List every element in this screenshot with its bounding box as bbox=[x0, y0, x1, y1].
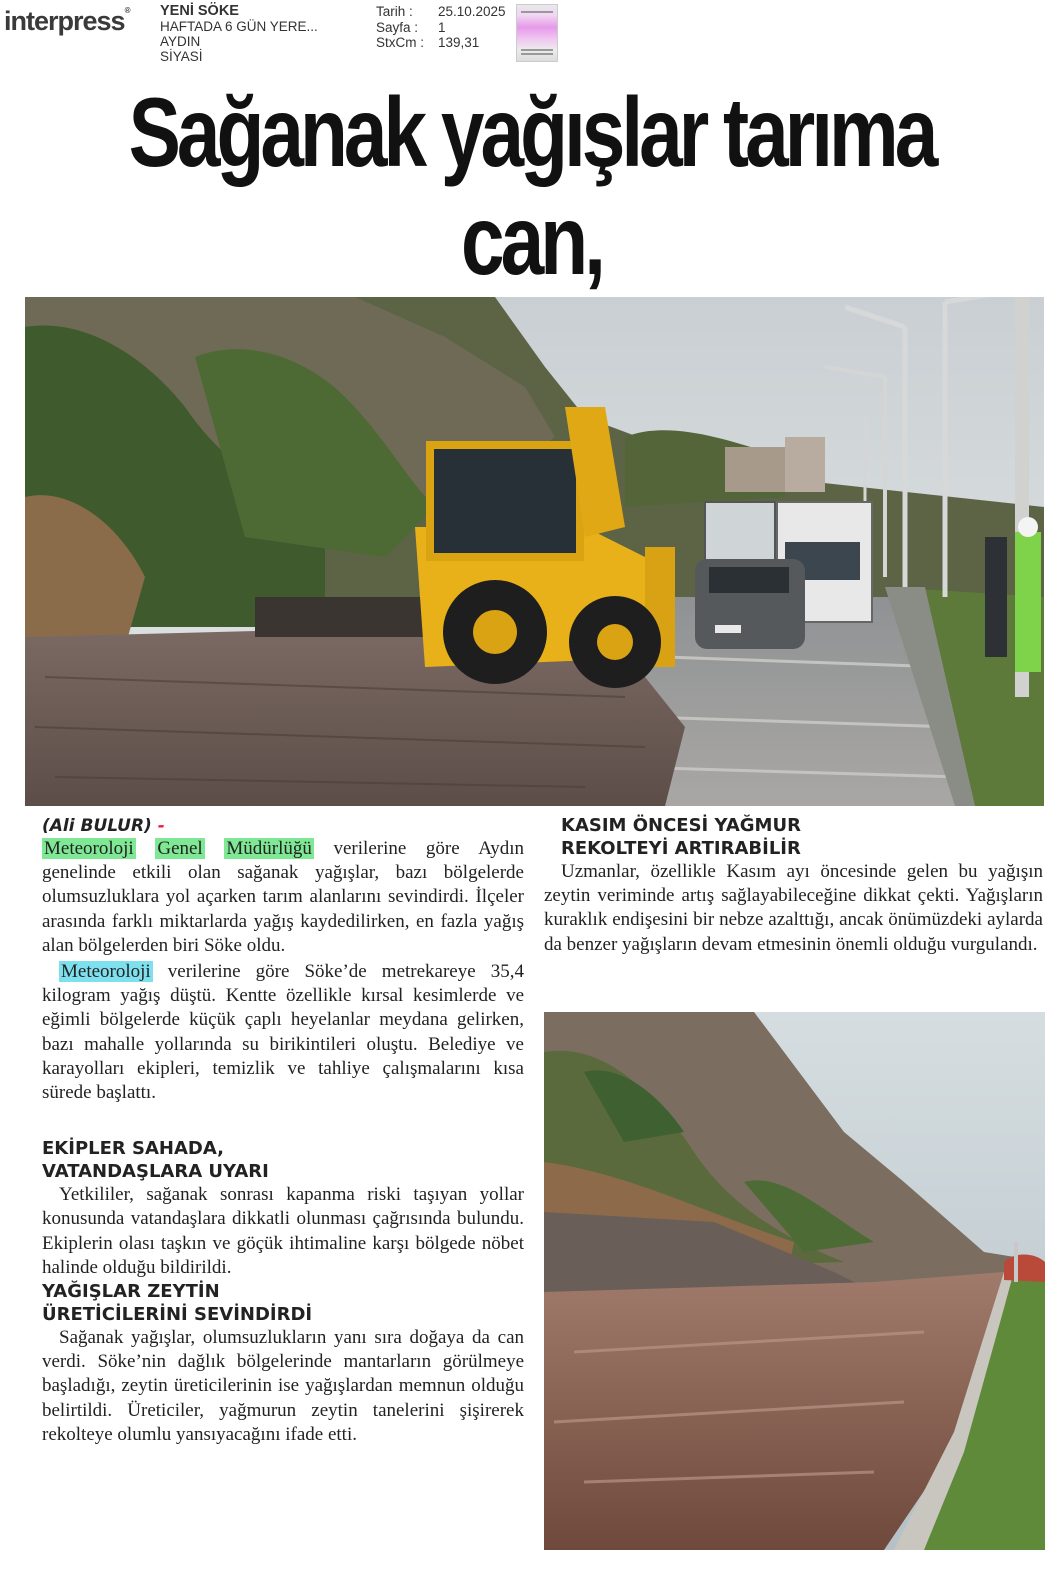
interpress-logo: interpress® bbox=[4, 6, 131, 36]
byline-dash: - bbox=[157, 816, 165, 836]
subheading-ekipler bbox=[42, 1137, 524, 1183]
main-photo-backhoe-clearing-road bbox=[25, 297, 1044, 806]
date-row bbox=[376, 4, 506, 20]
publication-category: SİYASİ bbox=[160, 49, 203, 64]
highlight-meteoroloji-2: Meteoroloji bbox=[61, 961, 151, 983]
paragraph-1 bbox=[42, 837, 524, 958]
page-row bbox=[376, 20, 506, 36]
page-thumbnail bbox=[516, 4, 558, 62]
date-label: Tarih : bbox=[376, 4, 413, 19]
subheading-zeytin-line-1: YAĞIŞLAR ZEYTİN bbox=[42, 1281, 220, 1303]
paragraph-5: Uzmanlar, özellikle Kasım ayı öncesinde gelen bu yağışın zeytin veriminde artış sağlayabileceğine dikkat çekti. Yağışların kuraklık endişesini bir nebze azalttığı, ancak önümüzdeki aylarda da benzer yağışların devam etmesinin önemli olduğu vurgulandı. bbox=[544, 861, 1043, 955]
logo-text: interpress bbox=[4, 6, 125, 36]
stxcm-label: StxCm : bbox=[376, 35, 425, 50]
subheading-zeytin-line-2: ÜRETİCİLERİNİ SEVİNDİRDİ bbox=[42, 1304, 313, 1326]
publication-meta bbox=[160, 4, 318, 64]
paragraph-4: Sağanak yağışlar, olumsuzlukların yanı sıra doğaya da can verdi. Söke’nin dağlık bölgelerinde mantarların görülmeye başladığı, zeytin üreticilerinin ise yağışlardan memnun olduğu belirtildi. Üreticiler, yağmurun zeytin tanelerini şişirerek rekolteye olumlu yansıyacağını ifade etti. bbox=[42, 1327, 524, 1445]
highlight-mudurlugu: Müdürlüğü bbox=[226, 838, 312, 859]
subheading-zeytin bbox=[42, 1280, 524, 1326]
byline bbox=[42, 815, 524, 837]
subheading-kasim bbox=[544, 814, 1043, 860]
date-value: 25.10.2025 bbox=[438, 4, 506, 19]
headline-line-1: Sağanak yağışlar tarıma can, bbox=[128, 77, 935, 295]
paragraph-1-text: verilerine göre Aydın genelinde etkili olan sağanak yağışlar, bazı bölgelerde olumsuzluklara yol açarken tarım alanlarını sevindirdi. İlçeler arasında farklı miktarlarda yağış kaydedilirken, en fazla yağış alan bölgelerden biri Söke oldu. bbox=[42, 838, 525, 956]
stxcm-row bbox=[376, 35, 506, 51]
subheading-ekipler-line-1: EKİPLER SAHADA, bbox=[42, 1138, 224, 1160]
paragraph-2-text: verilerine göre Söke’de metrekareye 35,4 kilogram yağış düştü. Kentte özellikle kırsal kesimlerde ve eğimli bölgelerde küçük çaplı heyelanlar meydana gelirken, bazı mahalle yollarında su birikintileri oluştu. Belediye ve karayolları ekipleri, temizlik ve tahliye çalışmalarını kısa sürede başlattı. bbox=[42, 961, 524, 1104]
highlight-meteoroloji: Meteoroloji bbox=[44, 838, 134, 859]
publication-frequency: HAFTADA 6 GÜN YERE... bbox=[160, 19, 318, 34]
subheading-kasim-line-1: KASIM ÖNCESİ YAĞMUR bbox=[561, 815, 801, 836]
byline-author: (Ali BULUR) bbox=[42, 816, 152, 836]
page-value: 1 bbox=[438, 19, 446, 35]
publication-city: AYDIN bbox=[160, 34, 201, 49]
side-photo-flooded-road bbox=[544, 1012, 1045, 1550]
paragraph-2 bbox=[42, 960, 524, 1105]
page-label: Sayfa : bbox=[376, 19, 419, 35]
left-column bbox=[42, 815, 524, 1447]
paragraph-3: Yetkililer, sağanak sonrası kapanma riski taşıyan yollar konusunda vatandaşlara dikkatli olunması çağrısında bulundu. Ekiplerin olası taşkın ve göçük ihtimaline karşı bölgede nöbet halinde olduğu bildirildi. bbox=[42, 1184, 524, 1278]
right-column bbox=[544, 814, 1043, 957]
highlight-genel: Genel bbox=[157, 838, 203, 859]
subheading-ekipler-line-2: VATANDAŞLARA UYARI bbox=[42, 1161, 269, 1183]
clipping-meta bbox=[376, 4, 506, 51]
subheading-kasim-line-2: REKOLTEYİ ARTIRABİLİR bbox=[561, 838, 801, 859]
stxcm-value: 139,31 bbox=[438, 35, 480, 50]
publication-name: YENİ SÖKE bbox=[160, 3, 239, 19]
